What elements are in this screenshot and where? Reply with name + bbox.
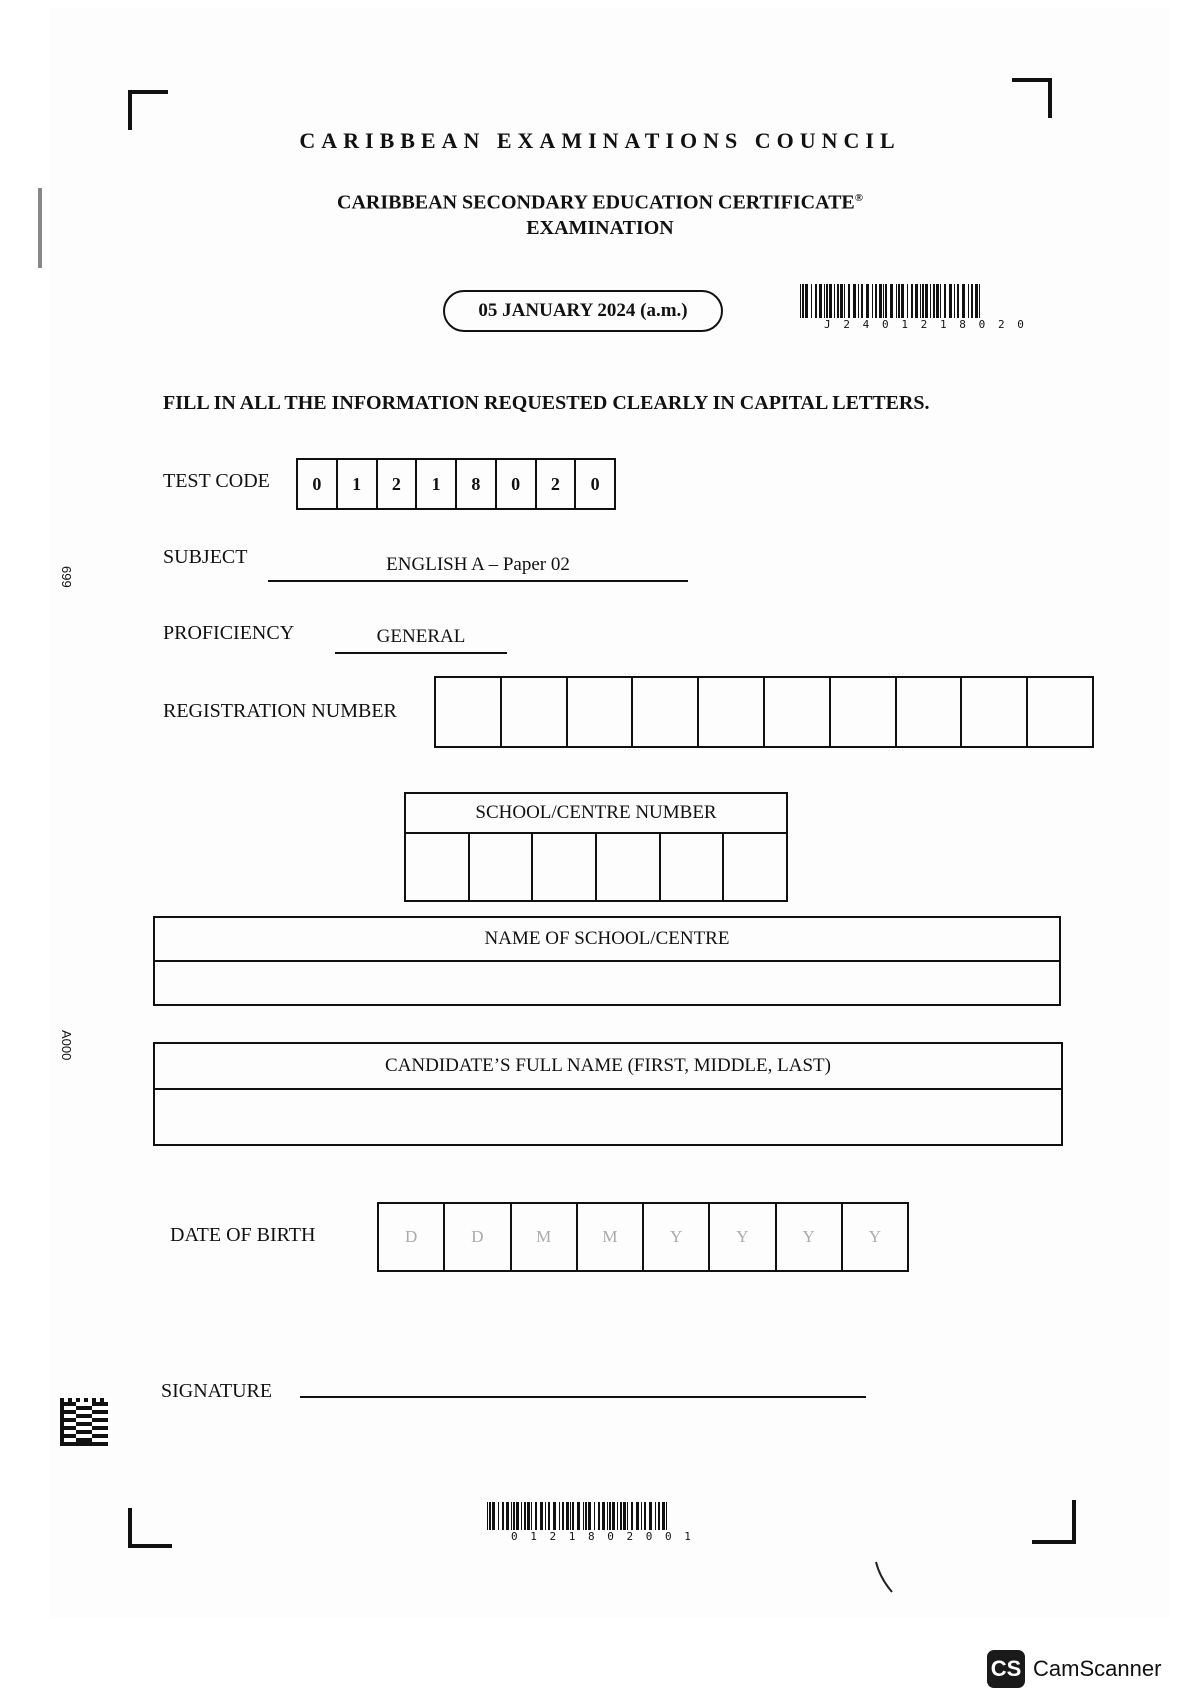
test-code-digit: 8 <box>457 460 497 508</box>
camscanner-label: CamScanner <box>1033 1656 1162 1681</box>
test-code-digit: 1 <box>417 460 457 508</box>
barcode-bar <box>940 284 941 318</box>
barcode-bar <box>588 1502 591 1530</box>
barcode-bar <box>925 284 928 318</box>
barcode-digit: 1 <box>568 1530 576 1543</box>
school-centre-number-box[interactable] <box>470 834 534 900</box>
barcode-bar <box>583 1502 584 1530</box>
barcode-bar <box>962 284 965 318</box>
date-of-birth-box: D <box>379 1204 445 1270</box>
barcode-bar <box>907 284 908 318</box>
bottom-barcode-digits <box>511 1530 691 1543</box>
candidate-name-label: CANDIDATE’S FULL NAME (FIRST, MIDDLE, LAST) <box>155 1044 1061 1090</box>
corner-mark-top-left <box>128 90 168 130</box>
barcode-digit: 0 <box>665 1530 672 1543</box>
registration-number-box[interactable] <box>633 678 699 746</box>
barcode-bar <box>487 1502 488 1530</box>
school-centre-number-box[interactable] <box>661 834 725 900</box>
barcode-bar <box>933 284 935 318</box>
barcode-digit: 2 <box>549 1530 557 1543</box>
barcode-bar <box>502 1502 504 1530</box>
barcode-bar <box>930 284 931 318</box>
council-title: CARIBBEAN EXAMINATIONS COUNCIL <box>299 128 901 153</box>
school-name-table <box>153 916 1061 1006</box>
barcode-bar <box>572 1502 574 1530</box>
barcode-digit: 0 <box>511 1530 518 1543</box>
barcode-bar <box>979 284 980 318</box>
barcode-bar <box>944 284 946 318</box>
candidate-name-field[interactable] <box>155 1090 1061 1144</box>
date-of-birth-box: M <box>512 1204 578 1270</box>
test-code-digit: 0 <box>497 460 537 508</box>
barcode-bar <box>607 1502 608 1530</box>
test-code-boxes <box>296 458 616 510</box>
barcode-bar <box>971 284 973 318</box>
top-barcode-digits <box>824 318 1024 331</box>
registration-number-box[interactable] <box>699 678 765 746</box>
school-centre-number-box[interactable] <box>406 834 470 900</box>
barcode-bar <box>805 284 808 318</box>
certificate-title <box>0 186 1200 241</box>
barcode-bar <box>562 1502 564 1530</box>
barcode-bar <box>531 1502 532 1530</box>
test-code-digit: 1 <box>338 460 378 508</box>
corner-mark-bottom-left <box>128 1508 172 1548</box>
barcode-bar <box>585 1502 587 1530</box>
barcode-digit: 2 <box>997 318 1005 331</box>
barcode-bar <box>620 1502 622 1530</box>
date-of-birth-box: Y <box>644 1204 710 1270</box>
certificate-line-2: EXAMINATION <box>526 216 674 239</box>
barcode-bar <box>577 1502 580 1530</box>
test-code-digit: 2 <box>537 460 577 508</box>
date-of-birth-box: D <box>445 1204 511 1270</box>
barcode-bar <box>617 1502 618 1530</box>
barcode-bar <box>627 1502 628 1530</box>
barcode-bar <box>636 1502 639 1530</box>
date-of-birth-box: Y <box>868 1227 882 1246</box>
registration-number-box[interactable] <box>897 678 963 746</box>
date-of-birth-box: M <box>578 1204 644 1270</box>
certificate-line-1: CARIBBEAN SECONDARY EDUCATION CERTIFICATE <box>337 191 855 214</box>
barcode-bar <box>858 284 859 318</box>
barcode-bar <box>489 1502 491 1530</box>
barcode-bar <box>837 284 839 318</box>
fill-in-instruction: FILL IN ALL THE INFORMATION REQUESTED CLEARLY IN CAPITAL LETTERS. <box>163 392 930 414</box>
registration-number-box[interactable] <box>436 678 502 746</box>
school-name-label: NAME OF SCHOOL/CENTRE <box>155 918 1059 962</box>
barcode-bar <box>623 1502 626 1530</box>
barcode-bar <box>609 1502 611 1530</box>
test-code-label: TEST CODE <box>163 470 270 492</box>
barcode-bar <box>641 1502 642 1530</box>
school-centre-number-box[interactable] <box>533 834 597 900</box>
barcode-bar <box>527 1502 530 1530</box>
barcode-digit: 8 <box>959 318 966 331</box>
date-of-birth-label: DATE OF BIRTH <box>170 1224 316 1246</box>
barcode-bar <box>802 284 804 318</box>
camscanner-watermark <box>987 1650 1161 1688</box>
barcode-bar <box>492 1502 495 1530</box>
barcode-bar <box>658 1502 660 1530</box>
barcode-bar <box>824 284 825 318</box>
subject-value: ENGLISH A – Paper 02 <box>268 554 688 582</box>
barcode-bar <box>548 1502 550 1530</box>
barcode-digit: 2 <box>920 318 928 331</box>
signature-label: SIGNATURE <box>161 1380 273 1402</box>
barcode-digit: 0 <box>645 1530 653 1543</box>
barcode-bar <box>516 1502 519 1530</box>
barcode-bar <box>968 284 969 318</box>
barcode-bar <box>861 284 863 318</box>
barcode-bar <box>840 284 843 318</box>
registration-number-box[interactable] <box>568 678 634 746</box>
barcode-digit: 1 <box>939 318 947 331</box>
barcode-bar <box>524 1502 526 1530</box>
barcode-bar <box>920 284 921 318</box>
barcode-bar <box>879 284 882 318</box>
registration-number-box[interactable] <box>831 678 897 746</box>
barcode-bar <box>954 284 955 318</box>
barcode-bar <box>498 1502 499 1530</box>
school-centre-number-table <box>404 792 788 902</box>
barcode-bar <box>936 284 939 318</box>
barcode-bar <box>815 284 817 318</box>
camscanner-logo-icon: CS <box>987 1650 1025 1688</box>
subject-label: SUBJECT <box>163 546 248 568</box>
top-barcode-bars <box>800 284 1050 318</box>
barcode-bar <box>506 1502 509 1530</box>
exam-date: 05 JANUARY 2024 (a.m.) <box>478 300 688 321</box>
corner-mark-top-right <box>1012 78 1052 118</box>
school-centre-number-box[interactable] <box>597 834 661 900</box>
corner-mark-bottom-right <box>1032 1500 1076 1544</box>
barcode-digit: 2 <box>626 1530 634 1543</box>
barcode-bar <box>949 284 952 318</box>
barcode-bar <box>553 1502 556 1530</box>
barcode-bar <box>911 284 913 318</box>
barcode-digit: 0 <box>607 1530 614 1543</box>
barcode-digit: 4 <box>862 318 870 331</box>
barcode-bar <box>594 1502 595 1530</box>
date-of-birth-boxes <box>377 1202 909 1272</box>
barcode-digit: 1 <box>684 1530 691 1543</box>
barcode-bar <box>535 1502 537 1530</box>
barcode-bar <box>875 284 877 318</box>
barcode-bar <box>844 284 845 318</box>
date-of-birth-box: Y <box>777 1204 843 1270</box>
barcode-bar <box>898 284 900 318</box>
school-centre-number-label: SCHOOL/CENTRE NUMBER <box>406 794 786 834</box>
proficiency-label: PROFICIENCY <box>163 622 295 644</box>
barcode-digit: 8 <box>588 1530 595 1543</box>
registration-number-box[interactable] <box>502 678 568 746</box>
datamatrix-module <box>104 1442 108 1446</box>
bottom-barcode <box>487 1502 715 1546</box>
school-centre-number-box[interactable] <box>724 834 786 900</box>
barcode-bar <box>975 284 978 318</box>
test-code-digit: 0 <box>298 460 338 508</box>
barcode-bar <box>866 284 869 318</box>
proficiency-value: GENERAL <box>335 626 507 654</box>
barcode-bar <box>612 1502 615 1530</box>
barcode-bar <box>540 1502 543 1530</box>
school-centre-number-boxes <box>406 834 786 900</box>
barcode-bar <box>872 284 873 318</box>
barcode-bar <box>649 1502 652 1530</box>
barcode-digit: 0 <box>978 318 986 331</box>
barcode-bar <box>848 284 850 318</box>
pen-mark <box>872 1558 896 1598</box>
barcode-bar <box>631 1502 633 1530</box>
barcode-bar <box>598 1502 600 1530</box>
barcode-bar <box>885 284 887 318</box>
registration-number-box[interactable] <box>765 678 831 746</box>
barcode-bar <box>883 284 884 318</box>
barcode-bar <box>521 1502 522 1530</box>
barcode-digit: J <box>824 318 831 331</box>
barcode-bar <box>570 1502 571 1530</box>
registration-number-label: REGISTRATION NUMBER <box>163 700 397 722</box>
barcode-bar <box>901 284 904 318</box>
registration-number-box[interactable] <box>962 678 1028 746</box>
barcode-bar <box>890 284 893 318</box>
test-code-digit: 0 <box>590 473 600 494</box>
exam-date-badge <box>443 290 723 332</box>
margin-code-lower: A000 <box>59 1030 74 1061</box>
barcode-digit: 1 <box>530 1530 537 1543</box>
registration-number-box[interactable] <box>1028 678 1092 746</box>
barcode-bar <box>896 284 897 318</box>
barcode-digit: 1 <box>901 318 908 331</box>
barcode-bar <box>826 284 828 318</box>
barcode-bar <box>602 1502 605 1530</box>
school-name-field[interactable] <box>155 962 1059 1004</box>
barcode-bar <box>511 1502 512 1530</box>
barcode-bar <box>853 284 856 318</box>
barcode-bar <box>819 284 822 318</box>
registration-number-boxes <box>434 676 1094 748</box>
bottom-barcode-bars <box>487 1502 715 1530</box>
margin-code-upper: 699 <box>59 566 74 588</box>
barcode-bar <box>922 284 924 318</box>
signature-line[interactable] <box>300 1396 866 1398</box>
barcode-digit: 0 <box>1017 318 1024 331</box>
test-code-digit: 2 <box>378 460 418 508</box>
barcode-digit: 0 <box>881 318 889 331</box>
barcode-bar <box>644 1502 646 1530</box>
datamatrix-code <box>60 1398 108 1446</box>
barcode-bar <box>566 1502 569 1530</box>
barcode-bar <box>655 1502 656 1530</box>
barcode-bar <box>662 1502 665 1530</box>
registered-mark: ® <box>854 192 863 204</box>
barcode-bar <box>800 284 801 318</box>
barcode-bar <box>811 284 812 318</box>
barcode-bar <box>829 284 832 318</box>
date-of-birth-box: Y <box>710 1204 776 1270</box>
top-barcode <box>800 284 1050 334</box>
barcode-bar <box>957 284 959 318</box>
barcode-bar <box>834 284 835 318</box>
barcode-digit: 2 <box>843 318 850 331</box>
barcode-bar <box>915 284 918 318</box>
barcode-bar <box>545 1502 546 1530</box>
barcode-bar <box>666 1502 667 1530</box>
barcode-bar <box>513 1502 515 1530</box>
barcode-bar <box>559 1502 560 1530</box>
candidate-name-table <box>153 1042 1063 1146</box>
